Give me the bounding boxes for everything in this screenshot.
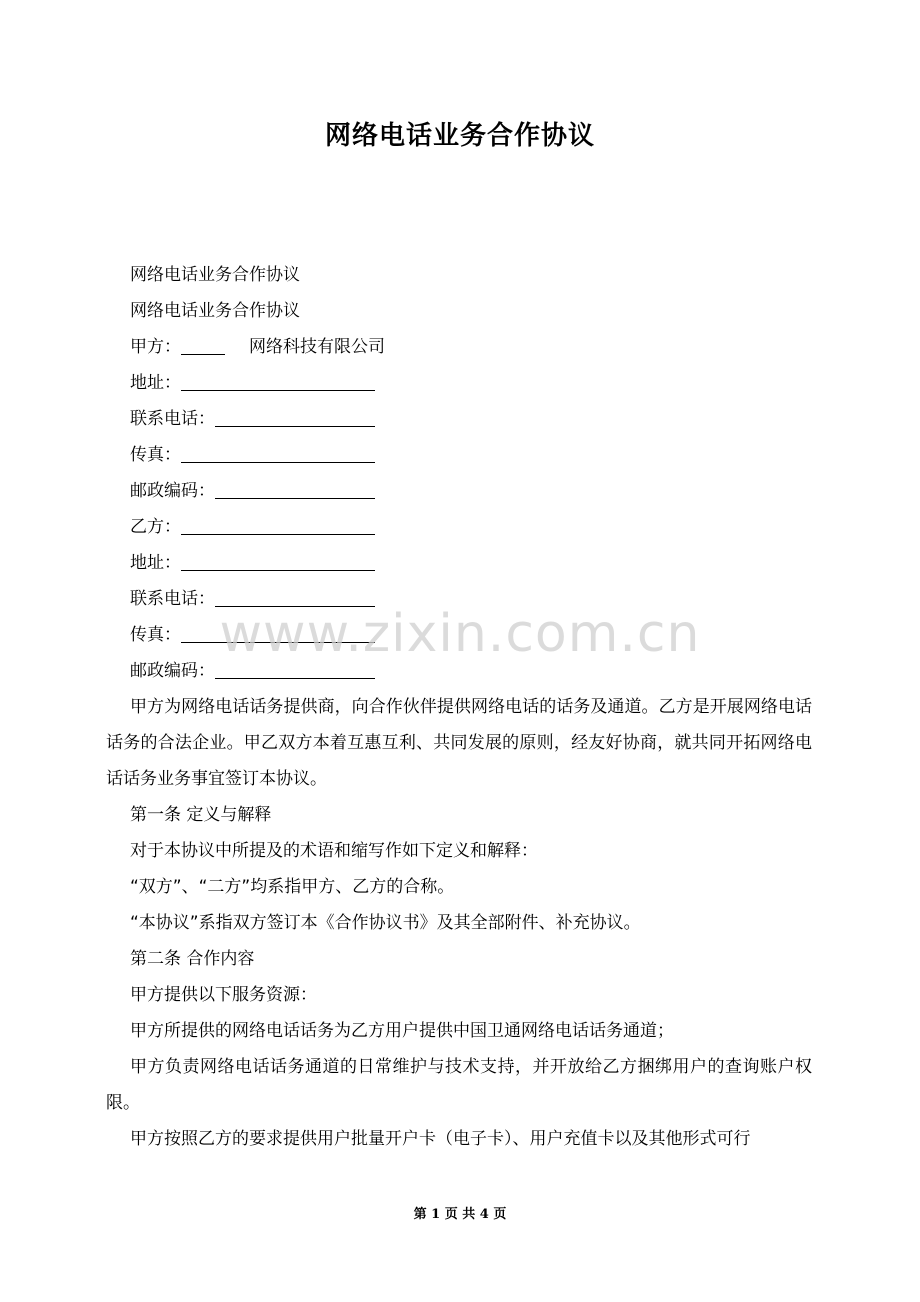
party-a-line [106, 329, 812, 365]
party-b-fax-label: 传真： [130, 625, 181, 645]
party-a-postcode-blank [215, 480, 375, 499]
article-2-item-3: 甲方按照乙方的要求提供用户批量开户卡（电子卡）、用户充值卡以及其他形式可行 [130, 1129, 751, 1149]
party-b-address-label: 地址： [130, 553, 181, 573]
document-title: 网络电话业务合作协议 [324, 121, 595, 151]
party-b-postcode-label: 邮政编码： [130, 661, 215, 681]
article-1-lead: 对于本协议中所提及的术语和缩写作如下定义和解释： [130, 841, 538, 861]
party-a-address-line [106, 365, 812, 401]
party-a-postcode-line [106, 473, 812, 509]
page-footer: 第 1 页 共 4 页 [413, 1207, 507, 1222]
party-a-phone-blank [215, 408, 375, 427]
article-1-item-1: “双方”、“二方”均系指甲方、乙方的合称。 [130, 877, 455, 897]
party-a-label: 甲方： [130, 337, 181, 357]
subtitle-line-repeat: 网络电话业务合作协议 [130, 301, 300, 321]
party-b-label: 乙方： [130, 517, 181, 537]
article-1-item-2: “本协议”系指双方签订本《合作协议书》及其全部附件、补充协议。 [130, 913, 641, 933]
watermark: www.zixin.com.cn [219, 604, 701, 664]
party-b-phone-label: 联系电话： [130, 589, 215, 609]
party-b-address-line [106, 545, 812, 581]
party-a-phone-line [106, 401, 812, 437]
party-a-fax-line [106, 437, 812, 473]
party-a-postcode-label: 邮政编码： [130, 481, 215, 501]
party-b-address-blank [181, 552, 375, 571]
article-2-item-2: 甲方负责网络电话话务通道的日常维护与技术支持，并开放给乙方捆绑用户的查询账户权限。 [106, 1057, 812, 1113]
party-a-name: 网络科技有限公司 [249, 337, 385, 357]
party-b-line [106, 509, 812, 545]
party-a-address-blank [181, 372, 375, 391]
party-a-phone-label: 联系电话： [130, 409, 215, 429]
article-2-item-1: 甲方所提供的网络电话话务为乙方用户提供中国卫通网络电话话务通道； [130, 1021, 674, 1041]
article-2-lead: 甲方提供以下服务资源： [130, 985, 317, 1005]
document-body [106, 257, 812, 1157]
intro-paragraph: 甲方为网络电话话务提供商，向合作伙伴提供网络电话的话务及通道。乙方是开展网络电话话务的合法企业。甲乙双方本着互惠互利、共同发展的原则，经友好协商，就共同开拓网络电话话务业务事宜签订本协议。 [106, 697, 812, 789]
article-1-heading: 第一条 定义与解释 [130, 805, 272, 825]
article-2-heading: 第二条 合作内容 [130, 949, 255, 969]
party-a-fax-label: 传真： [130, 445, 181, 465]
party-b-blank [181, 516, 375, 535]
party-a-address-label: 地址： [130, 373, 181, 393]
party-a-blank [181, 336, 225, 355]
party-a-fax-blank [181, 444, 375, 463]
subtitle-line: 网络电话业务合作协议 [130, 265, 300, 285]
